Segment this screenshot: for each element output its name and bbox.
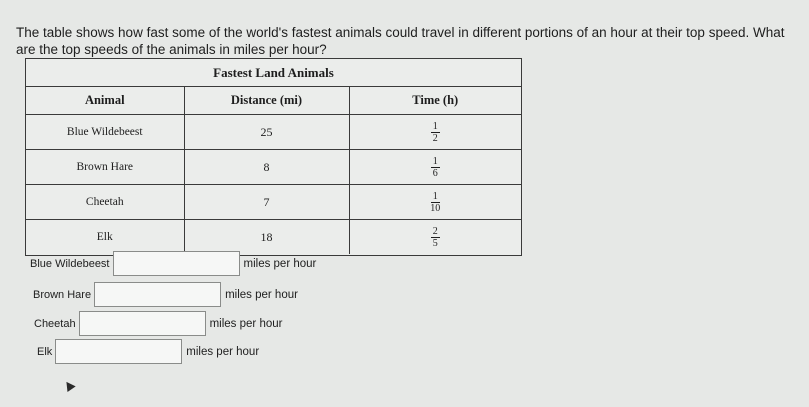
speed-input[interactable] — [79, 311, 206, 336]
fraction-denominator: 5 — [432, 237, 438, 249]
distance-value: 18 — [184, 220, 349, 255]
header-time: Time (h) — [349, 87, 521, 115]
fraction-numerator: 2 — [432, 225, 438, 237]
distance-value: 7 — [184, 185, 349, 220]
answer-label: Cheetah — [34, 317, 76, 330]
mouse-cursor-icon — [62, 379, 75, 392]
answer-row-brown-hare — [33, 282, 298, 307]
speed-input[interactable] — [55, 339, 182, 364]
speed-input[interactable] — [94, 282, 221, 307]
unit-label: miles per hour — [243, 257, 317, 270]
time-fraction — [431, 121, 440, 144]
time-fraction — [431, 226, 440, 249]
fraction-numerator: 1 — [432, 155, 438, 167]
animal-name: Blue Wildebeest — [26, 115, 184, 150]
animal-name: Elk — [26, 220, 184, 255]
header-animal: Animal — [26, 87, 184, 115]
table-row — [26, 185, 521, 220]
fraction-denominator: 10 — [430, 202, 441, 214]
time-fraction — [428, 191, 442, 214]
fraction-denominator: 2 — [432, 132, 438, 144]
time-value — [349, 115, 521, 150]
time-value — [349, 150, 521, 185]
fraction-denominator: 6 — [432, 167, 438, 179]
time-fraction — [431, 156, 440, 179]
table-row — [26, 220, 521, 255]
table-row — [26, 150, 521, 185]
unit-label: miles per hour — [186, 345, 260, 358]
table-title: Fastest Land Animals — [26, 59, 521, 87]
table-header-row — [26, 87, 521, 115]
unit-label: miles per hour — [209, 317, 283, 330]
question-text: The table shows how fast some of the world's fastest animals could travel in different portions of an hour at their top speed. What are the top speeds of the animals in miles per hour? — [16, 25, 785, 57]
table-row — [26, 115, 521, 150]
unit-label: miles per hour — [225, 288, 298, 301]
fraction-numerator: 1 — [432, 120, 438, 132]
answer-label: Blue Wildebeest — [30, 257, 110, 270]
animals-table — [25, 58, 522, 256]
answer-row-elk — [37, 339, 259, 364]
time-value — [349, 185, 521, 220]
answer-label: Brown Hare — [33, 288, 92, 301]
header-distance: Distance (mi) — [184, 87, 349, 115]
animal-name: Cheetah — [26, 185, 184, 220]
time-value — [349, 220, 521, 255]
animal-name: Brown Hare — [26, 150, 184, 185]
answer-label: Elk — [37, 345, 53, 358]
answer-row-blue-wildebeest — [30, 251, 316, 276]
fraction-numerator: 1 — [432, 190, 438, 202]
speed-input[interactable] — [113, 251, 240, 276]
distance-value: 8 — [184, 150, 349, 185]
distance-value: 25 — [184, 115, 349, 150]
answer-row-cheetah — [34, 311, 282, 336]
